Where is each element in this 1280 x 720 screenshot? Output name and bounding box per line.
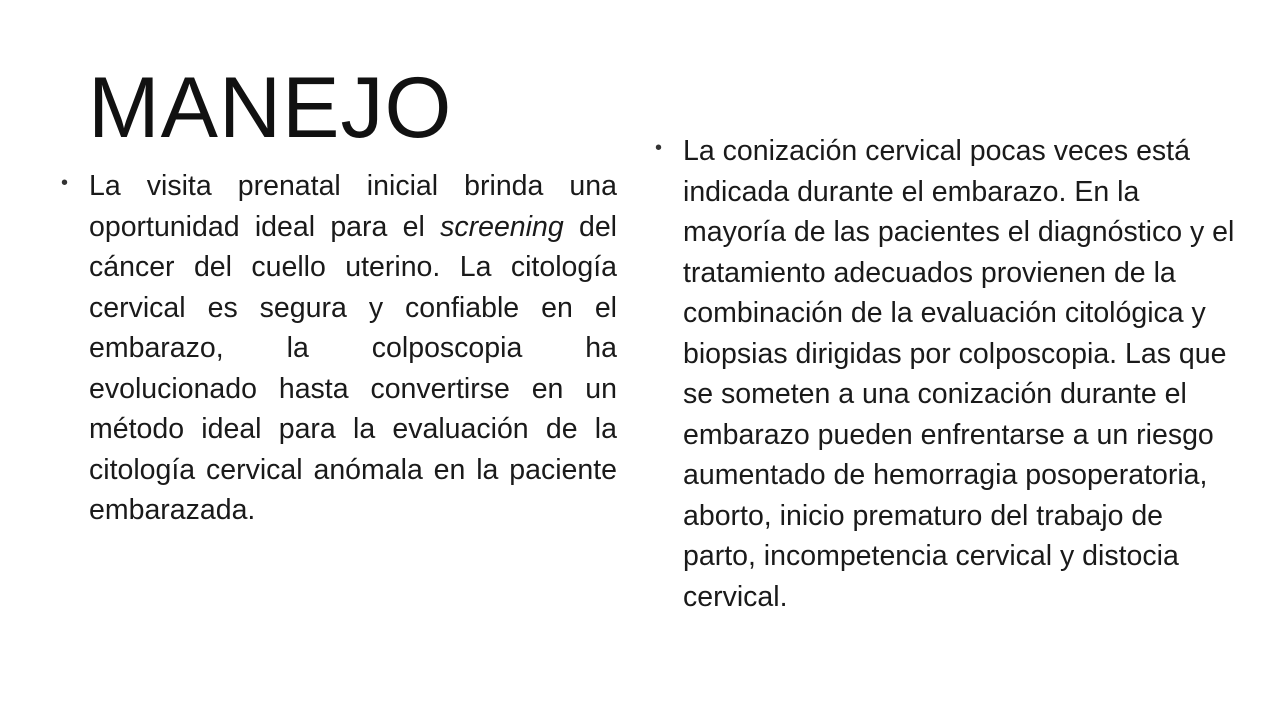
bullet-right-text: La conización cervical pocas veces está indicada durante el embarazo. En la mayoría de las pacientes el diagnóstico y el tratamiento adecuados provienen de la combinación de la evaluación citológica y biopsias dirigidas por colposcopia. Las que se someten a una conización durante el embarazo pueden enfrentarse a un riesgo aumentado de hemorragia posoperatoria, aborto, inicio prematuro del trabajo de parto, incompetencia cervical y distocia cervical. [683,135,1235,613]
bullet-dot-icon: • [61,172,69,194]
bullet-dot-icon: • [655,137,663,159]
slide-title: MANEJO [88,60,453,156]
bullet-left-text-part1: La visita prenatal inicial brinda una oportunidad ideal para el [89,170,617,243]
bullet-left-emphasis: screening [440,210,564,243]
bullet-left-text-part2: del cáncer del cuello uterino. La citología cervical es segura y confiable en el embarazo, la colposcopia ha evolucionado hasta convertirse en un método ideal para la evaluación de la citología cervical anómala en la paciente embarazada. [89,210,618,526]
bullet-right [655,131,1243,617]
bullet-left [61,166,618,531]
